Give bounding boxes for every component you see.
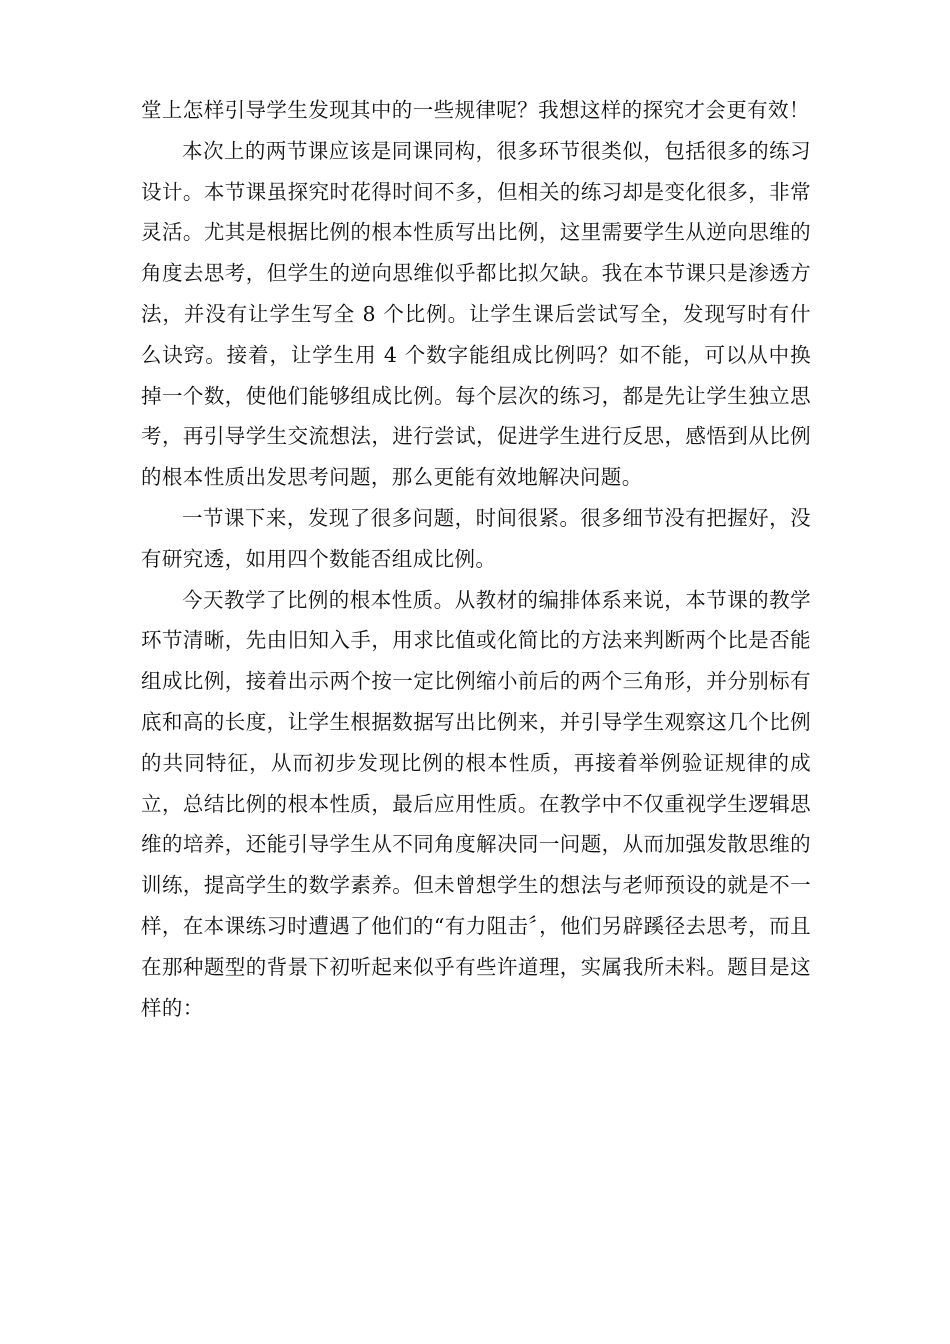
document-page	[141, 90, 811, 1028]
paragraph-4: 今天教学了比例的根本性质。从教材的编排体系来说，本节课的教学环节清晰，先由旧知入手，用求比值或化简比的方法来判断两个比是否能组成比例，接着出示两个按一定比例缩小前后的两个三角形，并分别标有底和高的长度，让学生根据数据写出比例来，并引导学生观察这几个比例的共同特征，从而初步发现比例的根本性质，再接着举例验证规律的成立，总结比例的根本性质，最后应用性质。在教学中不仅重视学生逻辑思维的培养，还能引导学生从不同角度解决同一问题，从而加强发散思维的训练，提高学生的数学素养。但未曾想学生的想法与老师预设的就是不一样，在本课练习时遭遇了他们的“有力阻击〞，他们另辟蹊径去思考，而且在那种题型的背景下初听起来似乎有些许道理，实属我所未料。题目是这样的：	[141, 587, 811, 1020]
paragraph-3: 一节课下来，发现了很多问题，时间很紧。很多细节没有把握好，没有研究透，如用四个数能否组成比例。	[141, 505, 811, 571]
paragraph-2: 本次上的两节课应该是同课同构，很多环节很类似，包括很多的练习设计。本节课虽探究时花得时间不多，但相关的练习却是变化很多，非常灵活。尤其是根据比例的根本性质写出比例，这里需要学生从逆向思维的角度去思考，但学生的逆向思维似乎都比拟欠缺。我在本节课只是渗透方法，并没有让学生写全 8 个比例。让学生课后尝试写全，发现写时有什么诀窍。接着，让学生用 4 个数字能组成比例吗？如不能，可以从中换掉一个数，使他们能够组成比例。每个层次的练习，都是先让学生独立思考，再引导学生交流想法，进行尝试，促进学生进行反思，感悟到从比例的根本性质出发思考问题，那么更能有效地解决问题。	[141, 138, 811, 490]
paragraph-1: 堂上怎样引导学生发现其中的一些规律呢？我想这样的探究才会更有效！	[141, 98, 810, 122]
